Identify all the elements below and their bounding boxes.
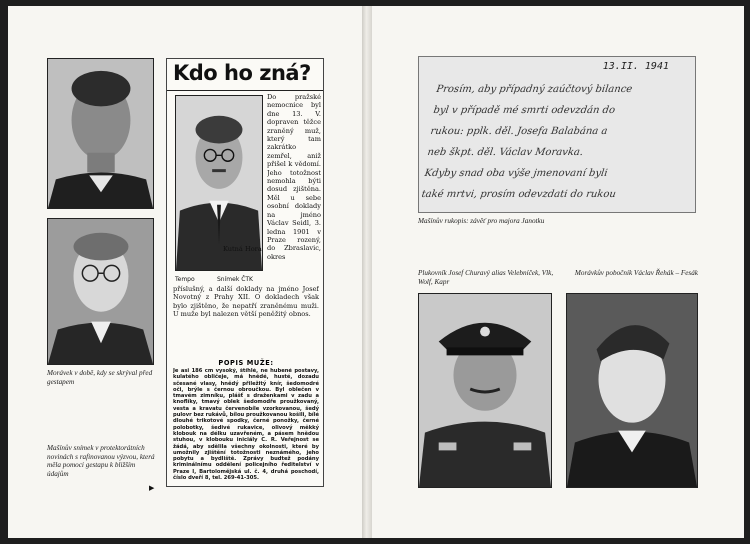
officer-photo bbox=[418, 293, 552, 488]
credit-tempo: Tempo bbox=[175, 276, 195, 283]
description-text: Je asi 186 cm vysoký, štíhlé, ne hubené postavy, kulatého obličeje, má hnědé, husté, dozadu sčesané vlasy, hnědý přiležitý knír, šedomodré oči, brýle s černou obroučkou. Byl oblečen v tmavém zimníku, plášť s draženkami v zadu a knoflíky, tmavý oblek šedomodře proužkovaný, vesta a kravatu červenobíle vzorkovanou, šedý pulovr bez rukávů, bílou proužkovanou košili, bílé dlouhé trikotové spodky, černé ponožky, černé polobotky, šedivé rukavice, olivový měkký klobouk na délku uzavřeném, a pásem hnědou stuhou, v klobouku iniciály C. R. Veřejnost se žádá, aby sdělila všechny okolnosti, které by umožnily zjištění totožnosti neznámého, jeho pobytu a bydliště. Zprávy budtež podány kriminálnímu oddělení policejního ředitelství v Praze I, Bartolomějská ul. č. 4, druhá poschodí, číslo dveří 8, tel. 269-41-305. bbox=[173, 368, 319, 482]
note-line: neb škpt. děl. Václav Moravka. bbox=[426, 147, 584, 158]
portrait-photo-moravek bbox=[47, 218, 154, 365]
note-line: Prosím, aby případný zaúčtový bilance bbox=[435, 84, 633, 95]
note-line: také mrtvi, prosím odevzdati do rukou bbox=[420, 189, 617, 200]
note-text bbox=[420, 79, 696, 205]
note-line: byl v případě mé smrti odevzdán do bbox=[432, 105, 616, 116]
clipping-text-mid: Kutná Hora bbox=[223, 245, 262, 253]
caption-letter: Mašínův rukopis: závěť pro majora Janotku bbox=[418, 217, 545, 225]
clipping-rule bbox=[167, 90, 324, 91]
caption-moravek: Morávek v době, kdy se skrýval před gestapem bbox=[47, 369, 153, 386]
young-man-photo bbox=[566, 293, 698, 488]
clipping-text-full: příslušný, a další doklady na jméno Josef Novotný z Prahy XII. O dokladech však bylo zjištěno, že nepatří zraněnému muži. U muže byl nalezen větší peněžitý obnos. bbox=[173, 285, 319, 319]
continue-arrow-icon: ▶ bbox=[149, 484, 155, 492]
credit-ctk: Snímek ČTK bbox=[217, 276, 253, 283]
book-gutter bbox=[362, 6, 372, 538]
clipping-headline: Kdo ho zná? bbox=[173, 61, 311, 85]
clipping-text-narrow: Do pražské nemocnice byl dne 13. V. dopraven těžce zraněný muž, který tam zakrátko zemřel, aniž přišel k vědomí. Jeho totožnost nemohla býti dosud zjištěna. Měl u sebe osobní doklady na jméno Václav Seidl, 3. ledna 1901 v Praze rozený, do Zbraslavic, okres bbox=[267, 93, 321, 261]
note-line: rukou: pplk. děl. Josefa Balabána a bbox=[429, 126, 609, 137]
portrait-photo-top bbox=[47, 58, 154, 209]
handwritten-note bbox=[418, 56, 696, 213]
caption-newspaper: Mašínův snímek v protektorátních novinách s rafinovanou výzvou, která měla pomoci gestapu k bližším údajům bbox=[47, 444, 155, 478]
caption-officer: Plukovník Josef Churavý alias Velebníček, Vlk, Wolf, Kapr bbox=[418, 269, 554, 286]
caption-young-man: Morávkův pobočník Václav Řehák – Fesák bbox=[574, 269, 698, 277]
note-line: Kdyby snad oba výše jmenovaní byli bbox=[423, 168, 609, 179]
description-heading: POPIS MUŽE: bbox=[218, 359, 274, 367]
newspaper-clipping bbox=[166, 58, 324, 487]
note-date: 13.II. 1941 bbox=[602, 61, 669, 72]
